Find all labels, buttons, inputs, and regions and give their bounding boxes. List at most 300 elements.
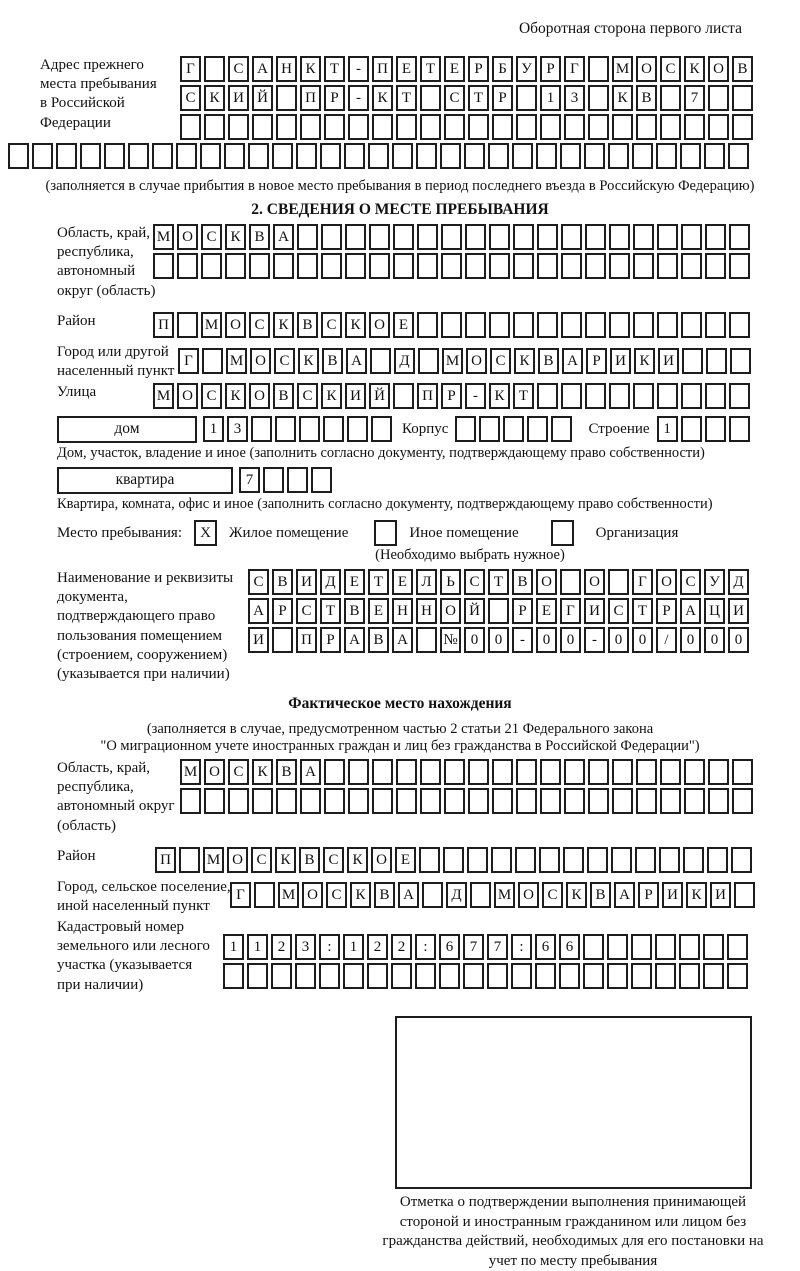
char-cell[interactable] — [422, 882, 443, 908]
char-cell[interactable] — [372, 788, 393, 814]
char-cell[interactable] — [537, 224, 558, 250]
char-cell[interactable]: 0 — [632, 627, 653, 653]
char-cell[interactable] — [703, 934, 724, 960]
char-cell[interactable]: О — [302, 882, 323, 908]
char-cell[interactable]: - — [348, 56, 369, 82]
char-cell[interactable]: Т — [513, 383, 534, 409]
char-cell[interactable] — [272, 143, 293, 169]
char-cell[interactable] — [348, 759, 369, 785]
char-cell[interactable]: С — [228, 759, 249, 785]
char-cell[interactable]: : — [319, 934, 340, 960]
char-cell[interactable] — [228, 788, 249, 814]
char-cell[interactable]: К — [298, 348, 319, 374]
char-cell[interactable]: К — [566, 882, 587, 908]
char-cell[interactable] — [588, 788, 609, 814]
char-cell[interactable] — [276, 788, 297, 814]
char-cell[interactable] — [657, 383, 678, 409]
char-cell[interactable] — [564, 114, 585, 140]
char-cell[interactable]: С — [180, 85, 201, 111]
char-cell[interactable] — [464, 143, 485, 169]
char-cell[interactable]: Т — [468, 85, 489, 111]
char-cell[interactable]: Р — [320, 627, 341, 653]
char-cell[interactable] — [177, 312, 198, 338]
char-cell[interactable] — [80, 143, 101, 169]
char-cell[interactable] — [489, 253, 510, 279]
char-cell[interactable]: О — [371, 847, 392, 873]
char-cell[interactable]: А — [252, 56, 273, 82]
char-cell[interactable] — [682, 348, 703, 374]
apartment-box[interactable]: квартира — [57, 467, 233, 494]
char-cell[interactable]: В — [344, 598, 365, 624]
char-cell[interactable] — [680, 143, 701, 169]
char-cell[interactable] — [612, 788, 633, 814]
char-cell[interactable]: М — [494, 882, 515, 908]
char-cell[interactable] — [465, 253, 486, 279]
char-cell[interactable] — [631, 963, 652, 989]
char-cell[interactable] — [684, 788, 705, 814]
char-cell[interactable]: О — [466, 348, 487, 374]
char-cell[interactable]: О — [225, 312, 246, 338]
char-cell[interactable]: К — [686, 882, 707, 908]
char-cell[interactable] — [609, 253, 630, 279]
char-cell[interactable] — [470, 882, 491, 908]
char-cell[interactable]: В — [732, 56, 753, 82]
char-cell[interactable] — [660, 759, 681, 785]
char-cell[interactable]: С — [201, 383, 222, 409]
char-cell[interactable] — [609, 383, 630, 409]
char-cell[interactable] — [583, 963, 604, 989]
char-cell[interactable]: С — [248, 569, 269, 595]
char-cell[interactable] — [584, 143, 605, 169]
char-cell[interactable] — [537, 253, 558, 279]
char-cell[interactable] — [300, 114, 321, 140]
char-cell[interactable]: А — [562, 348, 583, 374]
char-cell[interactable]: Ь — [440, 569, 461, 595]
char-cell[interactable] — [463, 963, 484, 989]
char-cell[interactable]: О — [518, 882, 539, 908]
char-cell[interactable]: С — [321, 312, 342, 338]
char-cell[interactable]: 0 — [560, 627, 581, 653]
char-cell[interactable] — [561, 312, 582, 338]
char-cell[interactable]: Д — [446, 882, 467, 908]
char-cell[interactable] — [300, 788, 321, 814]
char-cell[interactable] — [487, 963, 508, 989]
char-cell[interactable]: М — [612, 56, 633, 82]
char-cell[interactable]: Е — [396, 56, 417, 82]
char-cell[interactable] — [684, 759, 705, 785]
char-cell[interactable]: 1 — [540, 85, 561, 111]
char-cell[interactable] — [323, 416, 344, 442]
char-cell[interactable]: А — [300, 759, 321, 785]
char-cell[interactable]: 1 — [247, 934, 268, 960]
char-cell[interactable] — [420, 759, 441, 785]
char-cell[interactable]: Г — [230, 882, 251, 908]
char-cell[interactable] — [655, 934, 676, 960]
char-cell[interactable]: С — [296, 598, 317, 624]
char-cell[interactable] — [705, 383, 726, 409]
char-cell[interactable] — [468, 759, 489, 785]
char-cell[interactable] — [392, 143, 413, 169]
char-cell[interactable]: 0 — [728, 627, 749, 653]
char-cell[interactable]: М — [442, 348, 463, 374]
char-cell[interactable] — [708, 114, 729, 140]
char-cell[interactable]: В — [512, 569, 533, 595]
char-cell[interactable]: 0 — [488, 627, 509, 653]
char-cell[interactable] — [272, 627, 293, 653]
char-cell[interactable]: И — [658, 348, 679, 374]
char-cell[interactable]: Р — [441, 383, 462, 409]
char-cell[interactable] — [561, 224, 582, 250]
char-cell[interactable]: С — [464, 569, 485, 595]
char-cell[interactable] — [516, 788, 537, 814]
char-cell[interactable] — [348, 788, 369, 814]
char-cell[interactable]: Е — [395, 847, 416, 873]
char-cell[interactable] — [730, 348, 751, 374]
char-cell[interactable]: 1 — [343, 934, 364, 960]
char-cell[interactable] — [729, 224, 750, 250]
char-cell[interactable]: О — [227, 847, 248, 873]
char-cell[interactable] — [152, 143, 173, 169]
char-cell[interactable] — [415, 963, 436, 989]
char-cell[interactable]: А — [398, 882, 419, 908]
char-cell[interactable]: 0 — [464, 627, 485, 653]
char-cell[interactable] — [706, 348, 727, 374]
char-cell[interactable] — [540, 114, 561, 140]
char-cell[interactable]: С — [297, 383, 318, 409]
char-cell[interactable]: Д — [394, 348, 415, 374]
char-cell[interactable] — [201, 253, 222, 279]
char-cell[interactable] — [320, 143, 341, 169]
char-cell[interactable] — [707, 847, 728, 873]
char-cell[interactable]: Д — [728, 569, 749, 595]
char-cell[interactable]: - — [584, 627, 605, 653]
char-cell[interactable] — [441, 224, 462, 250]
char-cell[interactable] — [393, 224, 414, 250]
char-cell[interactable]: В — [636, 85, 657, 111]
char-cell[interactable] — [396, 114, 417, 140]
char-cell[interactable]: Е — [368, 598, 389, 624]
char-cell[interactable] — [369, 253, 390, 279]
char-cell[interactable]: М — [201, 312, 222, 338]
char-cell[interactable]: О — [177, 383, 198, 409]
char-cell[interactable] — [420, 788, 441, 814]
char-cell[interactable]: О — [249, 383, 270, 409]
char-cell[interactable]: 3 — [227, 416, 248, 442]
char-cell[interactable] — [248, 143, 269, 169]
char-cell[interactable]: И — [345, 383, 366, 409]
char-cell[interactable] — [729, 416, 750, 442]
char-cell[interactable]: М — [153, 383, 174, 409]
char-cell[interactable]: Р — [468, 56, 489, 82]
char-cell[interactable]: А — [248, 598, 269, 624]
char-cell[interactable] — [612, 759, 633, 785]
char-cell[interactable] — [419, 847, 440, 873]
char-cell[interactable] — [632, 143, 653, 169]
char-cell[interactable] — [396, 788, 417, 814]
char-cell[interactable] — [275, 416, 296, 442]
char-cell[interactable] — [489, 312, 510, 338]
char-cell[interactable] — [297, 253, 318, 279]
char-cell[interactable] — [393, 383, 414, 409]
char-cell[interactable] — [588, 759, 609, 785]
char-cell[interactable] — [705, 416, 726, 442]
char-cell[interactable] — [729, 383, 750, 409]
char-cell[interactable] — [202, 348, 223, 374]
char-cell[interactable] — [608, 569, 629, 595]
char-cell[interactable]: О — [708, 56, 729, 82]
char-cell[interactable] — [705, 312, 726, 338]
char-cell[interactable] — [516, 114, 537, 140]
char-cell[interactable]: Й — [252, 85, 273, 111]
char-cell[interactable] — [561, 253, 582, 279]
char-cell[interactable] — [372, 114, 393, 140]
char-cell[interactable] — [367, 963, 388, 989]
char-cell[interactable]: К — [204, 85, 225, 111]
char-cell[interactable]: И — [248, 627, 269, 653]
char-cell[interactable] — [251, 416, 272, 442]
char-cell[interactable] — [537, 312, 558, 338]
char-cell[interactable]: Р — [492, 85, 513, 111]
char-cell[interactable]: О — [440, 598, 461, 624]
char-cell[interactable]: П — [296, 627, 317, 653]
char-cell[interactable] — [345, 253, 366, 279]
char-cell[interactable]: С — [249, 312, 270, 338]
char-cell[interactable]: К — [514, 348, 535, 374]
char-cell[interactable] — [176, 143, 197, 169]
char-cell[interactable] — [636, 114, 657, 140]
char-cell[interactable]: 7 — [487, 934, 508, 960]
char-cell[interactable] — [708, 759, 729, 785]
char-cell[interactable]: О — [584, 569, 605, 595]
char-cell[interactable] — [563, 847, 584, 873]
char-cell[interactable] — [295, 963, 316, 989]
char-cell[interactable] — [443, 847, 464, 873]
char-cell[interactable] — [659, 847, 680, 873]
char-cell[interactable] — [607, 963, 628, 989]
char-cell[interactable] — [252, 114, 273, 140]
char-cell[interactable] — [420, 85, 441, 111]
char-cell[interactable]: К — [252, 759, 273, 785]
char-cell[interactable] — [321, 224, 342, 250]
char-cell[interactable] — [180, 788, 201, 814]
char-cell[interactable]: К — [275, 847, 296, 873]
char-cell[interactable]: И — [728, 598, 749, 624]
char-cell[interactable]: П — [372, 56, 393, 82]
char-cell[interactable] — [732, 759, 753, 785]
char-cell[interactable]: Г — [632, 569, 653, 595]
char-cell[interactable]: Г — [180, 56, 201, 82]
char-cell[interactable] — [657, 253, 678, 279]
char-cell[interactable] — [631, 934, 652, 960]
char-cell[interactable]: Т — [420, 56, 441, 82]
char-cell[interactable] — [684, 114, 705, 140]
char-cell[interactable]: 6 — [559, 934, 580, 960]
char-cell[interactable] — [444, 788, 465, 814]
char-cell[interactable] — [633, 383, 654, 409]
char-cell[interactable]: К — [345, 312, 366, 338]
char-cell[interactable]: К — [321, 383, 342, 409]
char-cell[interactable] — [551, 416, 572, 442]
char-cell[interactable]: И — [296, 569, 317, 595]
char-cell[interactable] — [727, 934, 748, 960]
char-cell[interactable] — [513, 312, 534, 338]
char-cell[interactable] — [585, 224, 606, 250]
checkbox-other-premises[interactable] — [374, 520, 397, 546]
char-cell[interactable]: С — [323, 847, 344, 873]
char-cell[interactable]: Д — [320, 569, 341, 595]
char-cell[interactable]: К — [225, 383, 246, 409]
char-cell[interactable] — [513, 224, 534, 250]
checkbox-residential[interactable]: X — [194, 520, 217, 546]
char-cell[interactable]: Т — [320, 598, 341, 624]
char-cell[interactable] — [249, 253, 270, 279]
char-cell[interactable] — [561, 383, 582, 409]
char-cell[interactable]: В — [276, 759, 297, 785]
char-cell[interactable]: Г — [564, 56, 585, 82]
char-cell[interactable] — [371, 416, 392, 442]
char-cell[interactable] — [8, 143, 29, 169]
char-cell[interactable] — [391, 963, 412, 989]
char-cell[interactable] — [224, 143, 245, 169]
char-cell[interactable] — [252, 788, 273, 814]
char-cell[interactable]: М — [180, 759, 201, 785]
char-cell[interactable] — [479, 416, 500, 442]
char-cell[interactable] — [537, 383, 558, 409]
char-cell[interactable]: 0 — [704, 627, 725, 653]
char-cell[interactable] — [468, 788, 489, 814]
char-cell[interactable]: С — [608, 598, 629, 624]
char-cell[interactable] — [527, 416, 548, 442]
char-cell[interactable]: К — [372, 85, 393, 111]
char-cell[interactable]: 0 — [608, 627, 629, 653]
char-cell[interactable] — [441, 312, 462, 338]
char-cell[interactable] — [247, 963, 268, 989]
char-cell[interactable]: Л — [416, 569, 437, 595]
char-cell[interactable] — [104, 143, 125, 169]
char-cell[interactable] — [559, 963, 580, 989]
char-cell[interactable] — [705, 253, 726, 279]
char-cell[interactable] — [492, 114, 513, 140]
char-cell[interactable]: О — [204, 759, 225, 785]
char-cell[interactable] — [633, 224, 654, 250]
char-cell[interactable]: 2 — [367, 934, 388, 960]
char-cell[interactable]: К — [225, 224, 246, 250]
char-cell[interactable] — [729, 312, 750, 338]
char-cell[interactable]: В — [273, 383, 294, 409]
char-cell[interactable] — [370, 348, 391, 374]
char-cell[interactable] — [273, 253, 294, 279]
char-cell[interactable] — [612, 114, 633, 140]
char-cell[interactable] — [636, 788, 657, 814]
char-cell[interactable] — [609, 312, 630, 338]
char-cell[interactable] — [540, 788, 561, 814]
char-cell[interactable]: Г — [560, 598, 581, 624]
char-cell[interactable] — [271, 963, 292, 989]
char-cell[interactable]: - — [348, 85, 369, 111]
char-cell[interactable]: - — [512, 627, 533, 653]
char-cell[interactable] — [488, 598, 509, 624]
char-cell[interactable]: А — [680, 598, 701, 624]
char-cell[interactable]: К — [684, 56, 705, 82]
char-cell[interactable]: И — [228, 85, 249, 111]
char-cell[interactable] — [588, 114, 609, 140]
char-cell[interactable]: Р — [656, 598, 677, 624]
char-cell[interactable] — [324, 759, 345, 785]
char-cell[interactable] — [439, 963, 460, 989]
char-cell[interactable]: А — [392, 627, 413, 653]
char-cell[interactable]: К — [350, 882, 371, 908]
char-cell[interactable]: О — [250, 348, 271, 374]
char-cell[interactable] — [536, 143, 557, 169]
char-cell[interactable]: В — [297, 312, 318, 338]
char-cell[interactable] — [444, 759, 465, 785]
char-cell[interactable]: И — [584, 598, 605, 624]
char-cell[interactable] — [656, 143, 677, 169]
char-cell[interactable] — [729, 253, 750, 279]
char-cell[interactable] — [633, 312, 654, 338]
char-cell[interactable] — [728, 143, 749, 169]
char-cell[interactable]: А — [614, 882, 635, 908]
char-cell[interactable] — [708, 85, 729, 111]
char-cell[interactable]: С — [680, 569, 701, 595]
char-cell[interactable]: 3 — [564, 85, 585, 111]
char-cell[interactable]: О — [636, 56, 657, 82]
char-cell[interactable] — [511, 963, 532, 989]
char-cell[interactable] — [611, 847, 632, 873]
char-cell[interactable] — [540, 759, 561, 785]
char-cell[interactable] — [368, 143, 389, 169]
char-cell[interactable] — [344, 143, 365, 169]
char-cell[interactable] — [319, 963, 340, 989]
char-cell[interactable] — [635, 847, 656, 873]
char-cell[interactable]: Н — [392, 598, 413, 624]
char-cell[interactable]: Н — [276, 56, 297, 82]
char-cell[interactable] — [564, 759, 585, 785]
char-cell[interactable]: Т — [324, 56, 345, 82]
char-cell[interactable] — [657, 224, 678, 250]
char-cell[interactable] — [228, 114, 249, 140]
char-cell[interactable]: М — [153, 224, 174, 250]
char-cell[interactable] — [287, 467, 308, 493]
char-cell[interactable]: Й — [464, 598, 485, 624]
char-cell[interactable]: 6 — [439, 934, 460, 960]
char-cell[interactable]: 1 — [223, 934, 244, 960]
char-cell[interactable] — [539, 847, 560, 873]
char-cell[interactable] — [200, 143, 221, 169]
char-cell[interactable] — [345, 224, 366, 250]
char-cell[interactable] — [276, 114, 297, 140]
char-cell[interactable] — [441, 253, 462, 279]
char-cell[interactable]: 0 — [680, 627, 701, 653]
char-cell[interactable]: Г — [178, 348, 199, 374]
char-cell[interactable] — [515, 847, 536, 873]
char-cell[interactable] — [679, 934, 700, 960]
char-cell[interactable] — [660, 114, 681, 140]
char-cell[interactable]: 1 — [657, 416, 678, 442]
char-cell[interactable]: М — [278, 882, 299, 908]
char-cell[interactable]: 7 — [684, 85, 705, 111]
char-cell[interactable] — [705, 224, 726, 250]
char-cell[interactable] — [465, 312, 486, 338]
char-cell[interactable]: К — [273, 312, 294, 338]
char-cell[interactable]: Р — [540, 56, 561, 82]
char-cell[interactable] — [560, 143, 581, 169]
char-cell[interactable]: 0 — [536, 627, 557, 653]
char-cell[interactable] — [343, 963, 364, 989]
char-cell[interactable] — [418, 348, 439, 374]
char-cell[interactable]: Ц — [704, 598, 725, 624]
char-cell[interactable]: К — [300, 56, 321, 82]
